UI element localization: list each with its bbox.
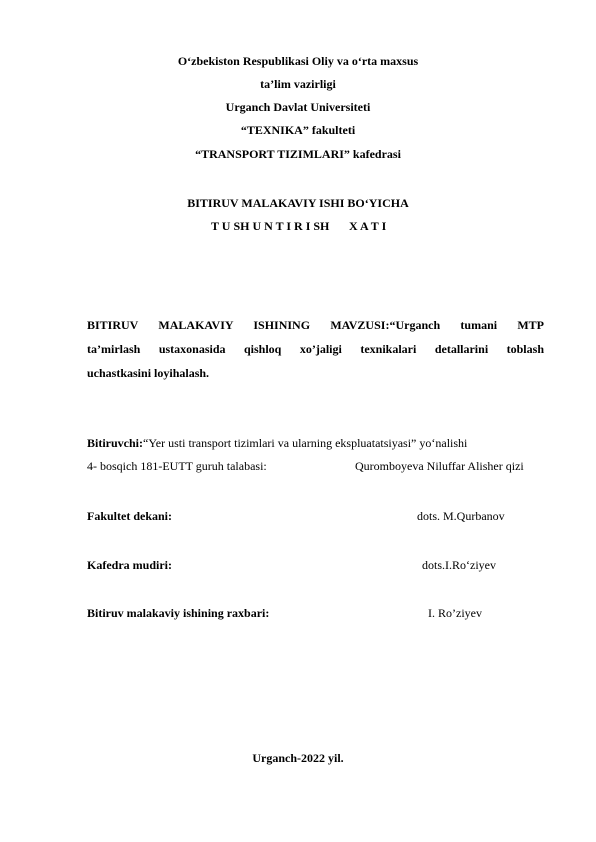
student-label: Bitiruvchi: bbox=[87, 436, 143, 450]
supervisor-label: Bitiruv malakaviy ishining raxbari: bbox=[87, 606, 270, 620]
student-direction-line bbox=[87, 436, 467, 450]
university-name: Urganch Davlat Universiteti bbox=[225, 100, 371, 114]
topic-text-1: “Urganch tumani MTP bbox=[389, 318, 545, 332]
student-direction: “Yer usti transport tizimlari va ularning ekspluatatsiyasi” yo‘nalishi bbox=[143, 436, 468, 450]
ministry-line-1: O‘zbekiston Respublikasi Oliy va o‘rta maxsus bbox=[177, 54, 419, 68]
department-name: “TRANSPORT TIZIMLARI” kafedrasi bbox=[195, 147, 401, 161]
head-of-department-label: Kafedra mudiri: bbox=[87, 558, 172, 572]
dean-name: dots. M.Qurbanov bbox=[417, 509, 505, 523]
title-line-2a: T U SH U N T I R I SH bbox=[211, 219, 330, 233]
city-year: Urganch-2022 yil. bbox=[252, 751, 344, 765]
head-of-department-name: dots.I.Ro‘ziyev bbox=[422, 558, 496, 572]
topic-label: BITIRUV MALAKAVIY ISHINING MAVZUSI: bbox=[87, 318, 390, 332]
topic-line-2: ta’mirlash ustaxonasida qishloq xo’jaligi texnikalari detallarini toblash bbox=[87, 342, 544, 356]
supervisor-name: I. Ro’ziyev bbox=[428, 606, 482, 620]
topic-line-1 bbox=[87, 318, 544, 332]
student-name: Quromboyeva Niluffar Alisher qizi bbox=[355, 459, 524, 473]
faculty-name: “TEXNIKA” fakulteti bbox=[240, 123, 356, 137]
title-line-1: BITIRUV MALAKAVIY ISHI BO‘YICHA bbox=[187, 196, 409, 210]
topic-line-3: uchastkasini loyihalash. bbox=[87, 366, 210, 380]
title-line-2b: X A T I bbox=[349, 219, 387, 233]
student-group: 4- bosqich 181-EUTT guruh talabasi: bbox=[87, 459, 267, 473]
dean-label: Fakultet dekani: bbox=[87, 509, 173, 523]
ministry-line-2: ta’lim vazirligi bbox=[260, 77, 336, 91]
